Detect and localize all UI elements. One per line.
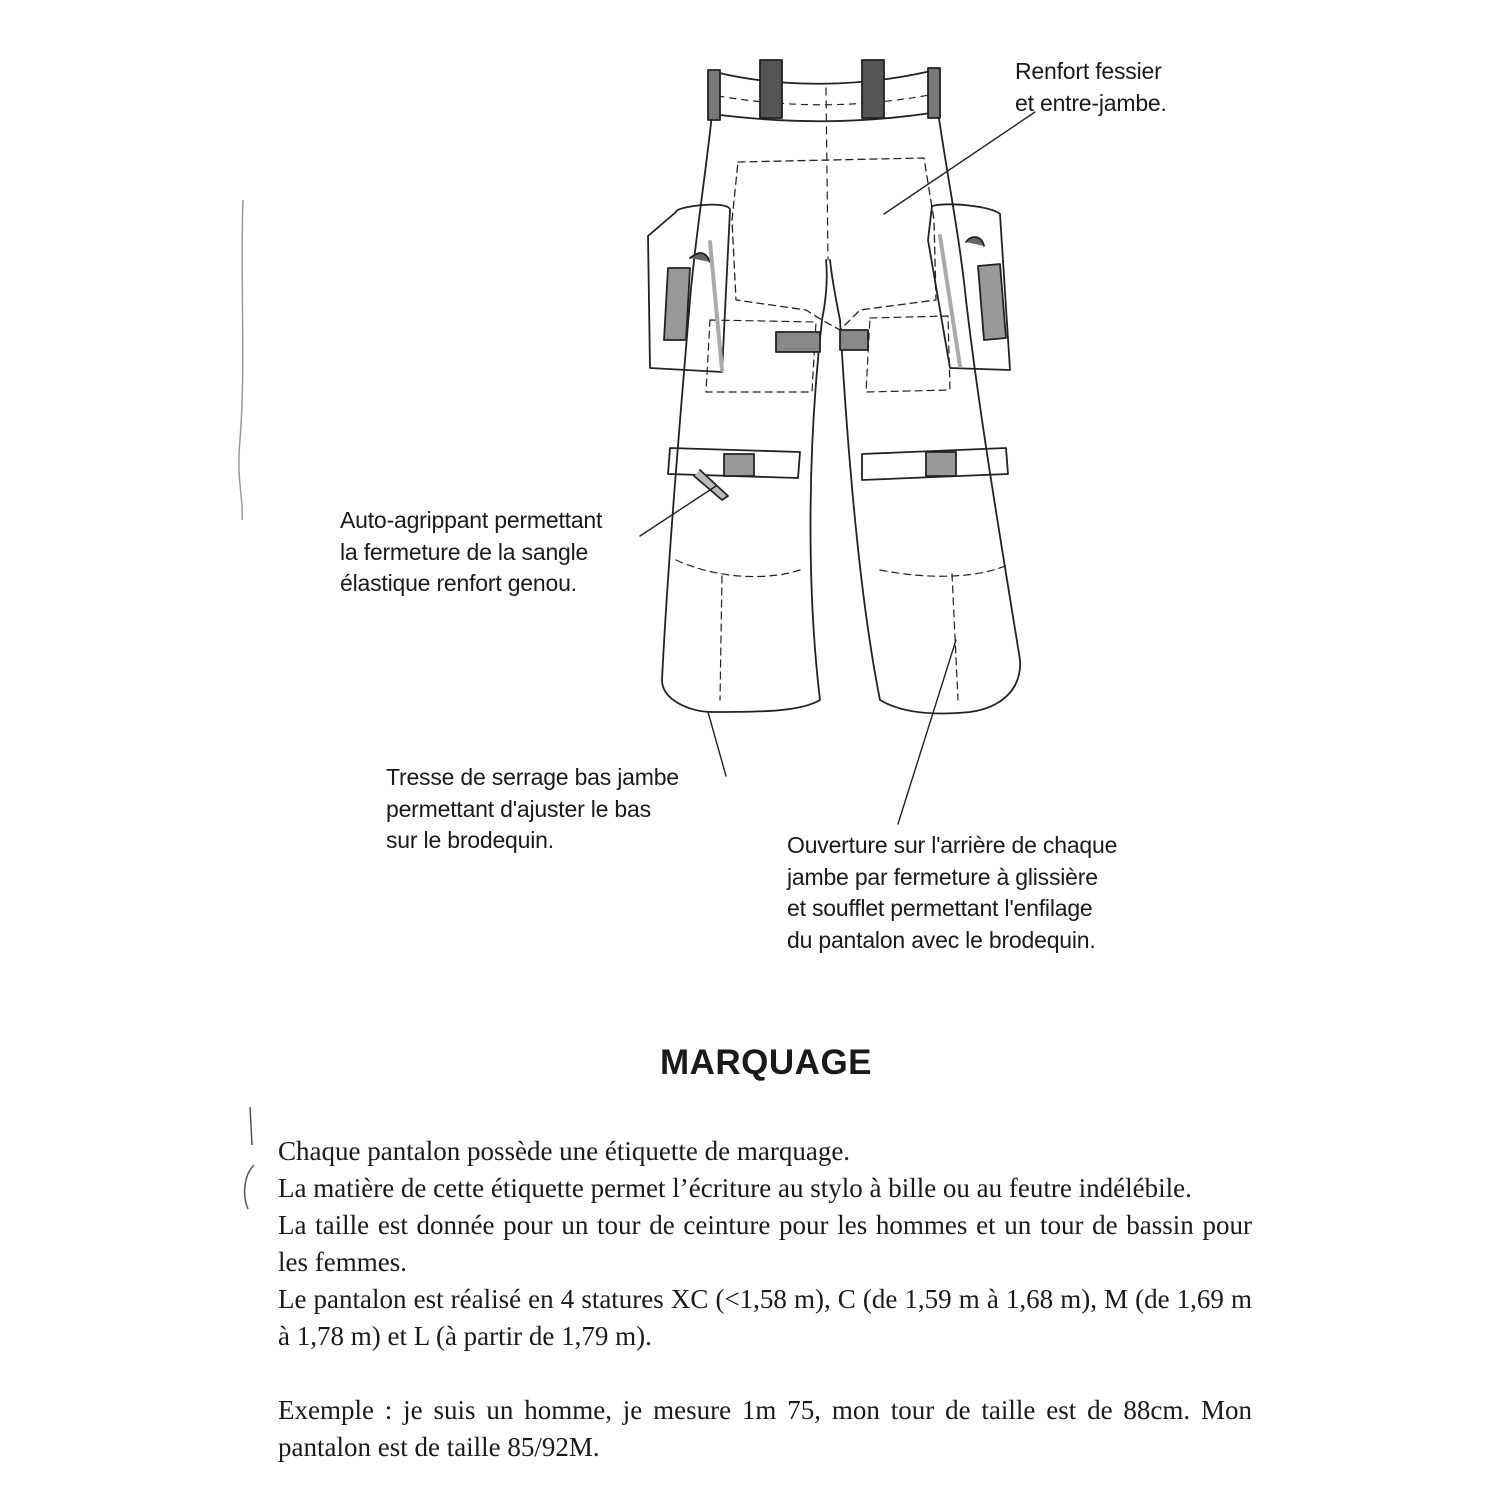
callout-line: Ouverture sur l'arrière de chaque bbox=[787, 832, 1118, 858]
callout-line: Auto-agrippant permettant bbox=[340, 507, 603, 533]
callout-line: Tresse de serrage bas jambe bbox=[386, 764, 679, 790]
callout-line: permettant d'ajuster le bas bbox=[386, 795, 651, 822]
leader-ouverture bbox=[898, 640, 956, 824]
waistband bbox=[712, 70, 938, 121]
callout-seat-reinforcement bbox=[1015, 56, 1167, 119]
belt-loop-right bbox=[862, 60, 884, 118]
callout-line: élastique renfort genou. bbox=[340, 570, 577, 596]
paragraph: La taille est donnée pour un tour de ceinture pour les hommes et un tour de bassin pour les femmes. bbox=[278, 1210, 1252, 1277]
callout-line: sur le brodequin. bbox=[386, 827, 554, 853]
callout-line: et soufflet permettant l'enfilage bbox=[787, 895, 1093, 921]
scan-edge-mark bbox=[239, 200, 243, 520]
callout-line: la fermeture de la sangle bbox=[340, 538, 589, 565]
callout-hook-loop bbox=[340, 505, 602, 600]
left-leg-outline bbox=[662, 114, 827, 712]
callout-line: jambe par fermeture à glissière bbox=[787, 863, 1098, 890]
margin-bracket-mark bbox=[236, 1105, 266, 1215]
paragraph: Chaque pantalon possède une étiquette de marquage. bbox=[278, 1136, 851, 1166]
callout-drawstring bbox=[386, 762, 679, 857]
callout-line: Renfort fessier bbox=[1015, 58, 1162, 84]
leader-tresse bbox=[708, 712, 726, 776]
callout-line: du pantalon avec le brodequin. bbox=[787, 926, 1096, 953]
leader-renfort bbox=[884, 112, 1035, 214]
paragraph: La matière de cette étiquette permet l’écriture au stylo à bille ou au feutre indélébile. bbox=[278, 1173, 1192, 1203]
section-title: MARQUAGE bbox=[659, 1043, 873, 1082]
marking-description bbox=[278, 1133, 1252, 1466]
paragraph: Le pantalon est réalisé en 4 statures XC (<1,58 m), C (de 1,59 m à 1,68 m), M (de 1,69 m à 1,78 m) et L (à partir de 1,79 m). bbox=[278, 1284, 1252, 1351]
right-leg-outline bbox=[830, 112, 1020, 714]
callout-rear-opening bbox=[787, 830, 1117, 956]
seat-reinforcement bbox=[732, 158, 936, 330]
callout-line: et entre-jambe. bbox=[1015, 89, 1167, 116]
leader-auto bbox=[640, 486, 716, 536]
example-paragraph: Exemple : je suis un homme, je mesure 1m 75, mon tour de taille est de 88cm. Mon pantalon est de taille 85/92M. bbox=[278, 1395, 1252, 1462]
belt-loop-left bbox=[760, 60, 782, 118]
